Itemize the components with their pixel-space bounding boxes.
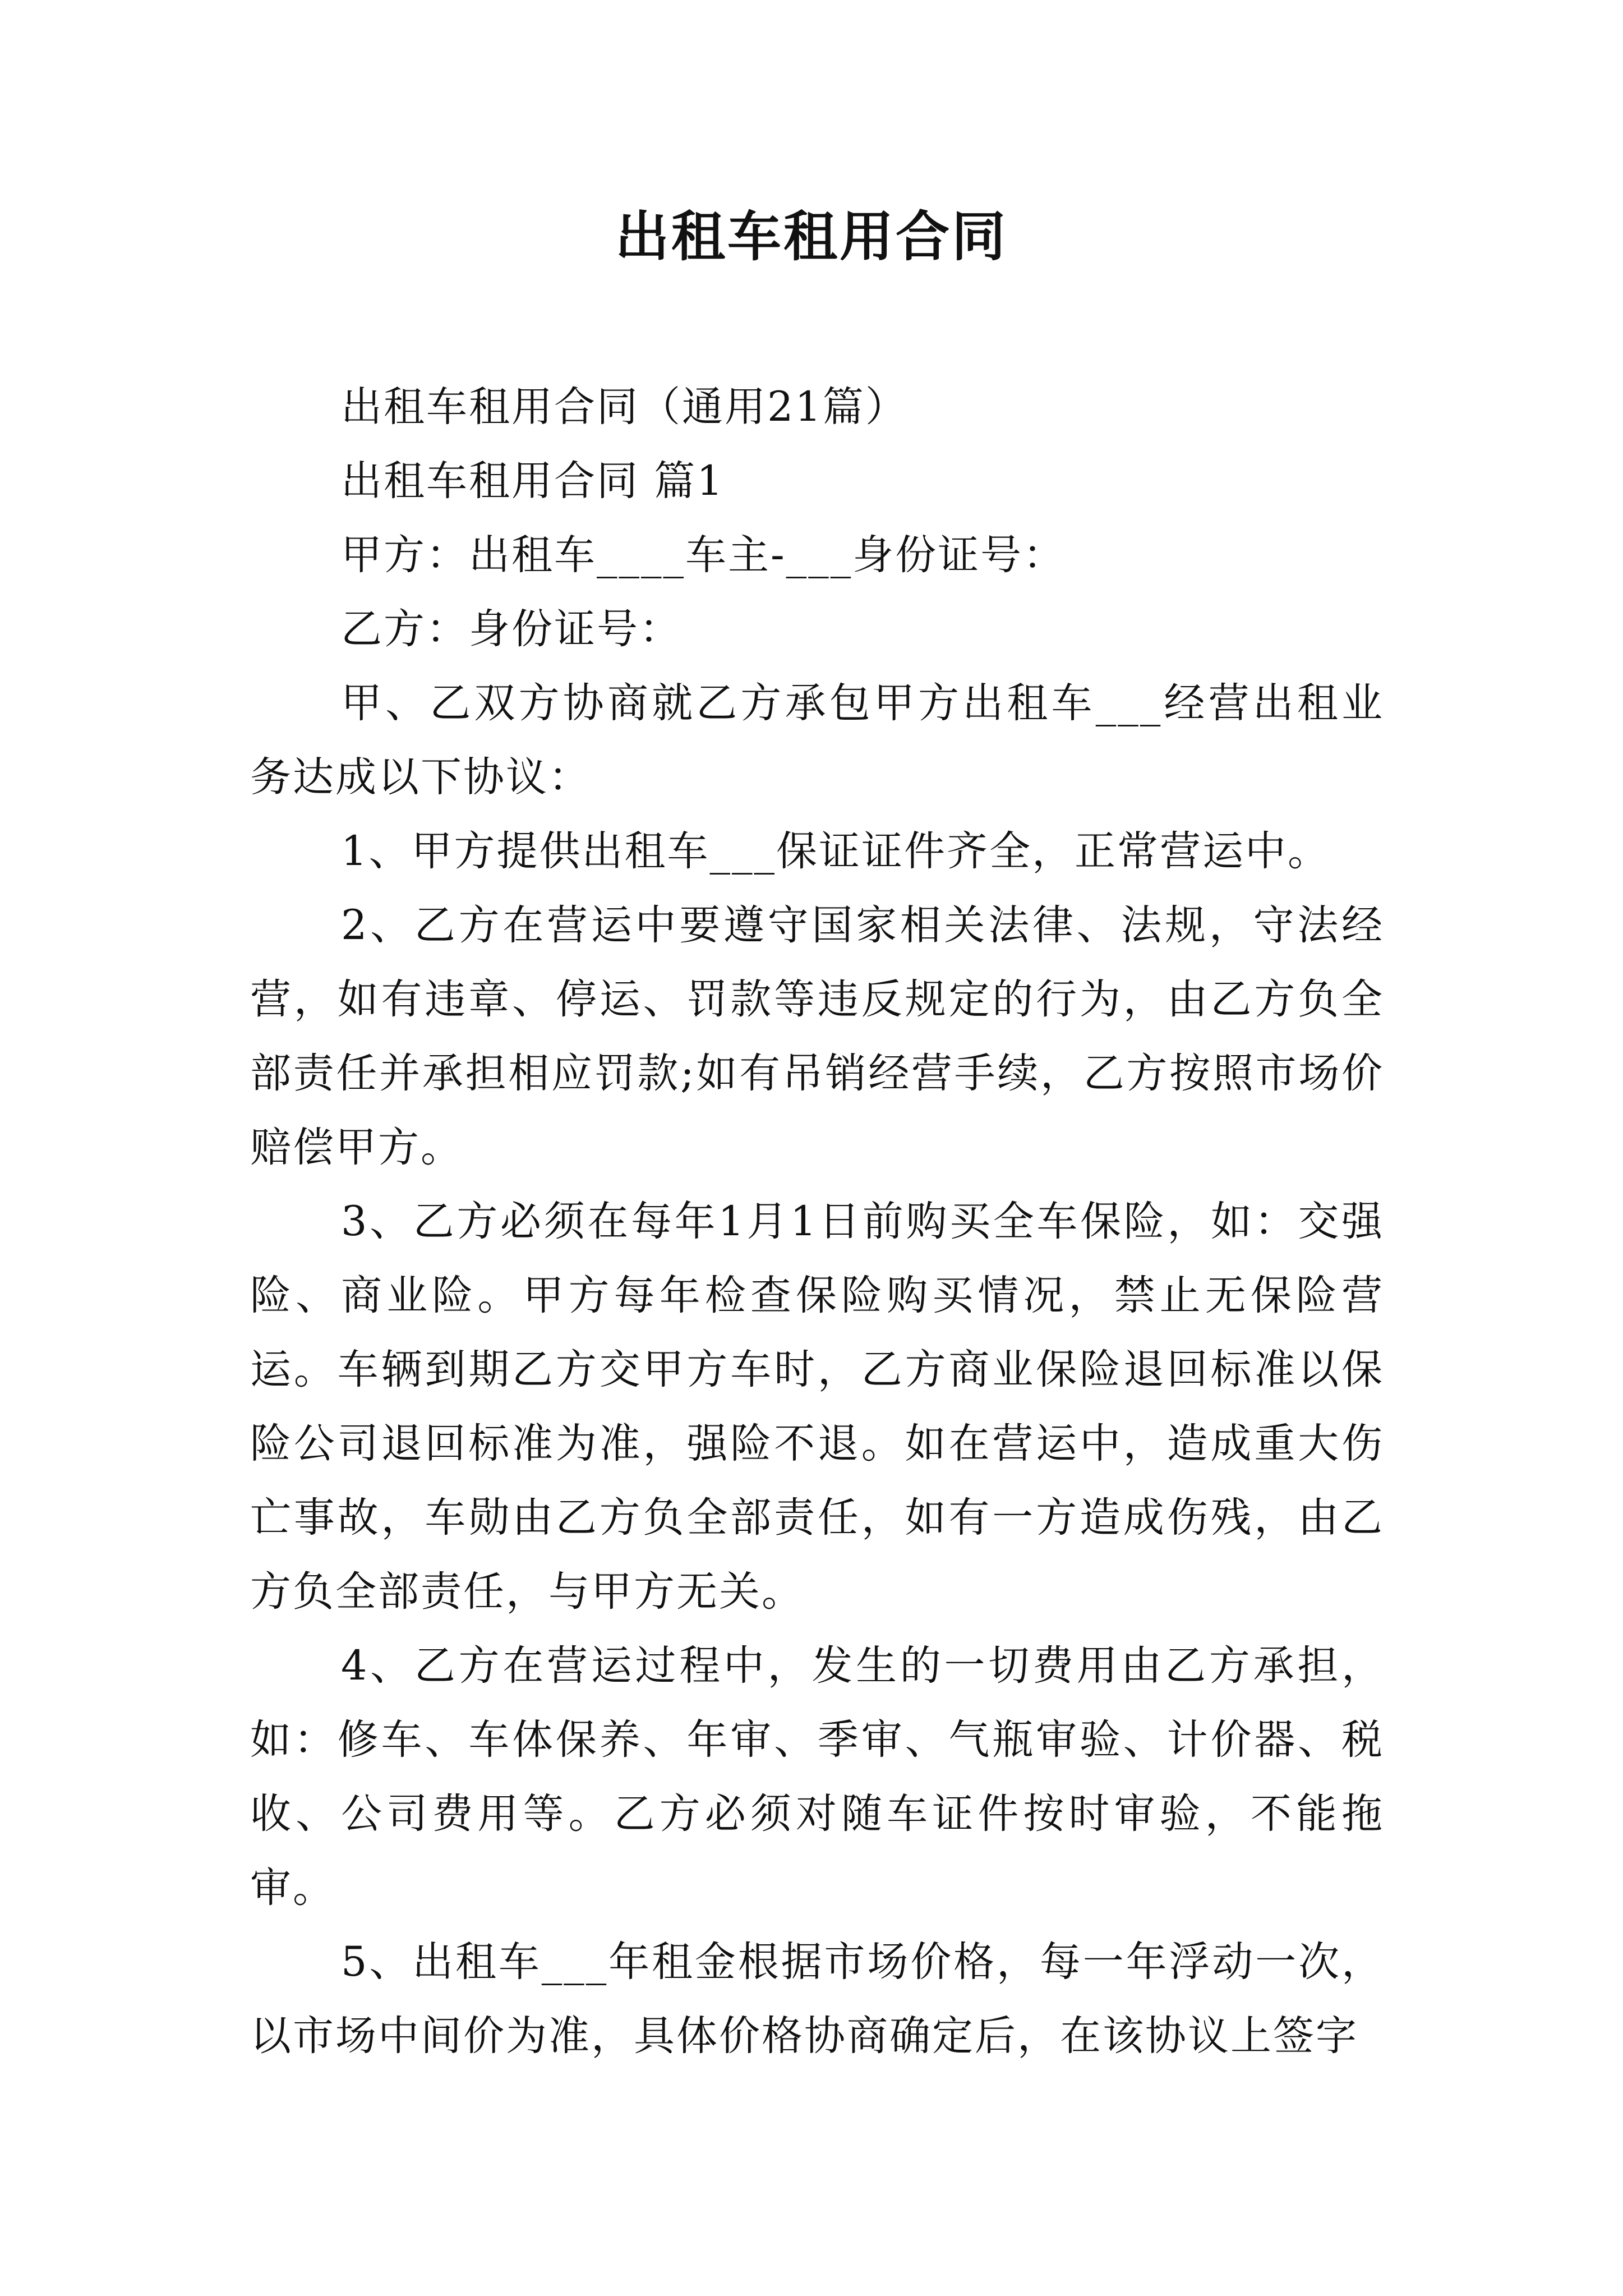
document-body: [250, 370, 1384, 2073]
paragraph-section-heading: 出租车租用合同 篇1: [341, 457, 725, 505]
paragraph-party-b: 乙方：身份证号：: [341, 605, 682, 653]
paragraph-intro: 甲、乙双方协商就乙方承包甲方出租车___经营出租业务达成以下协议：: [250, 679, 1384, 801]
paragraph-clause-1: 1、甲方提供出租车___保证证件齐全，正常营运中。: [341, 827, 1330, 875]
paragraph-subtitle: 出租车租用合同（通用21篇）: [341, 383, 908, 431]
paragraph-clause-2: 2、乙方在营运中要遵守国家相关法律、法规，守法经营，如有违章、停运、罚款等违反规定的行为，由乙方负全部责任并承担相应罚款;如有吊销经营手续，乙方按照市场价赔偿甲方。: [250, 901, 1384, 1171]
paragraph-clause-5: 5、出租车___年租金根据市场价格，每一年浮动一次，以市场中间价为准，具体价格协商确定后，在该协议上签字: [250, 1938, 1384, 2060]
document-title: 出租车租用合同: [615, 205, 1008, 268]
paragraph-clause-4: 4、乙方在营运过程中，发生的一切费用由乙方承担，如：修车、车体保养、年审、季审、气瓶审验、计价器、税收、公司费用等。乙方必须对随车证件按时审验，不能拖审。: [250, 1642, 1384, 1912]
paragraph-party-a: 甲方：出租车____车主-___身份证号：: [341, 531, 1066, 579]
paragraph-clause-3: 3、乙方必须在每年1月1日前购买全车保险，如：交强险、商业险。甲方每年检查保险购买情况，禁止无保险营运。车辆到期乙方交甲方车时，乙方商业保险退回标准以保险公司退回标准为准，强险不退。如在营运中，造成重大伤亡事故，车勋由乙方负全部责任，如有一方造成伤残，由乙方负全部责任，与甲方无关。: [250, 1198, 1384, 1616]
